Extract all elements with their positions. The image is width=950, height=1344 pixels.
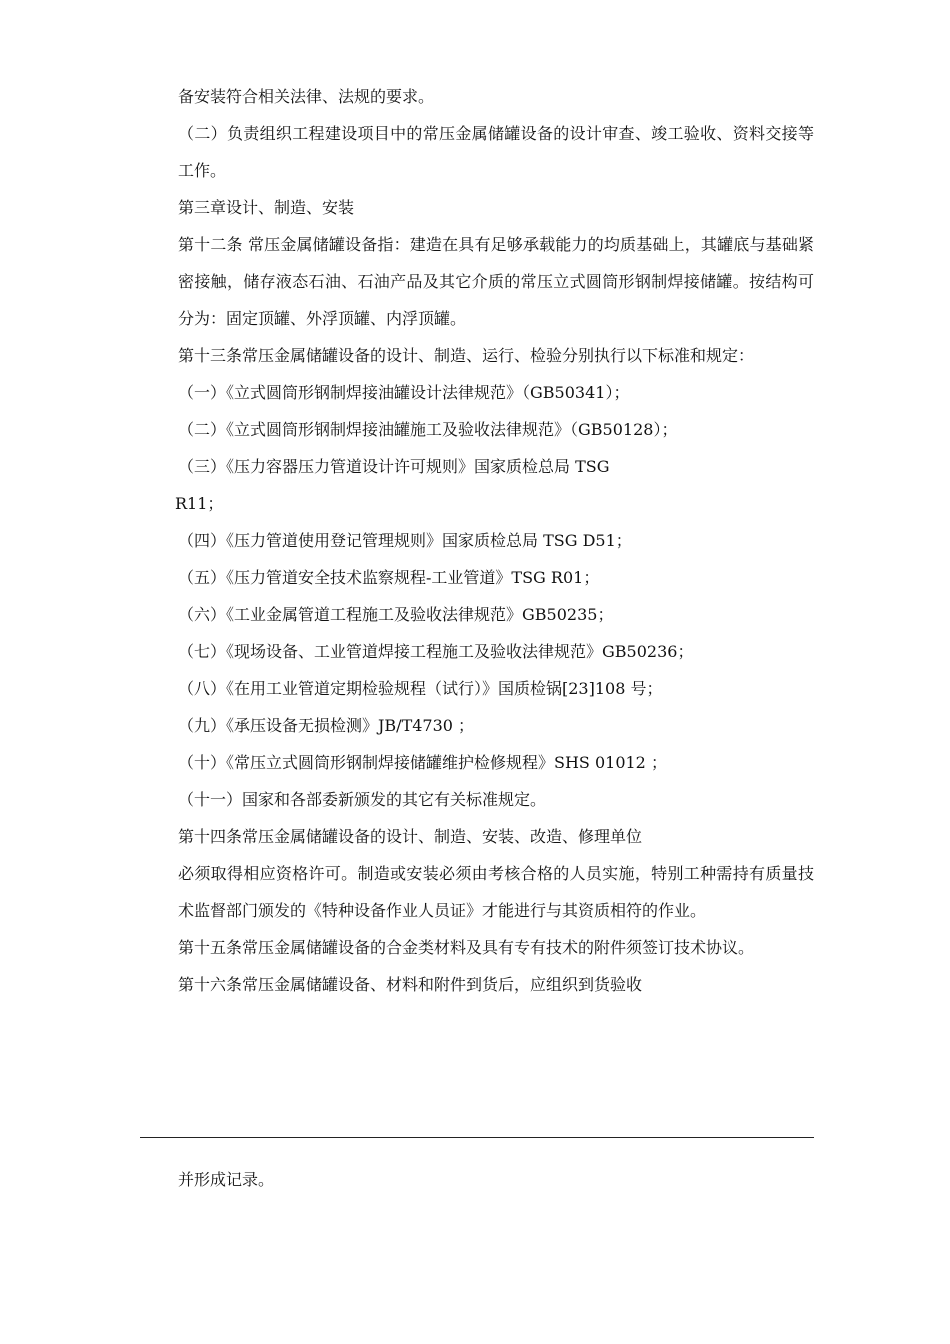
article-12: 第十二条 常压金属储罐设备指：建造在具有足够承载能力的均质基础上，其罐底与基础紧密接触，储存液态石油、石油产品及其它介质的常压立式圆筒形钢制焊接储罐。按结构可分为：固定顶罐、外浮顶罐、内浮顶罐。 bbox=[178, 235, 814, 328]
standard-item-10: （十）《常压立式圆筒形钢制焊接储罐维护检修规程》SHS 01012 ； bbox=[178, 753, 667, 772]
standard-item-8: （八）《在用工业管道定期检验规程（试行）》国质检锅[23]108 号； bbox=[178, 679, 663, 698]
paragraph-2: （二）负责组织工程建设项目中的常压金属储罐设备的设计审查、竣工验收、资料交接等工作。 bbox=[178, 124, 814, 180]
standard-item-1: （一）《立式圆筒形钢制焊接油罐设计法律规范》（GB50341）； bbox=[178, 383, 630, 402]
standard-item-7: （七）《现场设备、工业管道焊接工程施工及验收法律规范》GB50236； bbox=[178, 642, 694, 661]
standard-item-6: （六）《工业金属管道工程施工及验收法律规范》GB50235； bbox=[178, 605, 614, 624]
standard-item-3: （三）《压力容器压力管道设计许可规则》国家质检总局 TSG bbox=[178, 457, 610, 476]
article-16: 第十六条常压金属储罐设备、材料和附件到货后，应组织到货验收 bbox=[178, 975, 643, 994]
standard-item-3-cont: R11； bbox=[175, 494, 224, 513]
article-14: 第十四条常压金属储罐设备的设计、制造、安装、改造、修理单位 bbox=[178, 827, 643, 846]
chapter-heading: 第三章设计、制造、安装 bbox=[178, 198, 355, 217]
paragraph-1: 备安装符合相关法律、法规的要求。 bbox=[178, 87, 435, 106]
document-body bbox=[175, 78, 814, 1003]
page-divider bbox=[140, 1137, 814, 1138]
standard-item-4: （四）《压力管道使用登记管理规则》国家质检总局 TSG D51； bbox=[178, 531, 632, 550]
standard-item-11: （十一）国家和各部委新颁发的其它有关标准规定。 bbox=[178, 790, 547, 809]
standard-item-5: （五）《压力管道安全技术监察规程-工业管道》TSG R01； bbox=[178, 568, 600, 587]
article-16-cont: 并形成记录。 bbox=[178, 1170, 275, 1189]
article-13: 第十三条常压金属储罐设备的设计、制造、运行、检验分别执行以下标准和规定： bbox=[178, 346, 755, 365]
standard-item-2: （二）《立式圆筒形钢制焊接油罐施工及验收法律规范》（GB50128）； bbox=[178, 420, 678, 439]
article-14-cont: 必须取得相应资格许可。制造或安装必须由考核合格的人员实施，特别工种需持有质量技术监督部门颁发的《特种设备作业人员证》才能进行与其资质相符的作业。 bbox=[178, 864, 814, 920]
article-15: 第十五条常压金属储罐设备的合金类材料及具有专有技术的附件须签订技术协议。 bbox=[178, 938, 755, 957]
standard-item-9: （九）《承压设备无损检测》JB/T4730 ； bbox=[178, 716, 475, 735]
